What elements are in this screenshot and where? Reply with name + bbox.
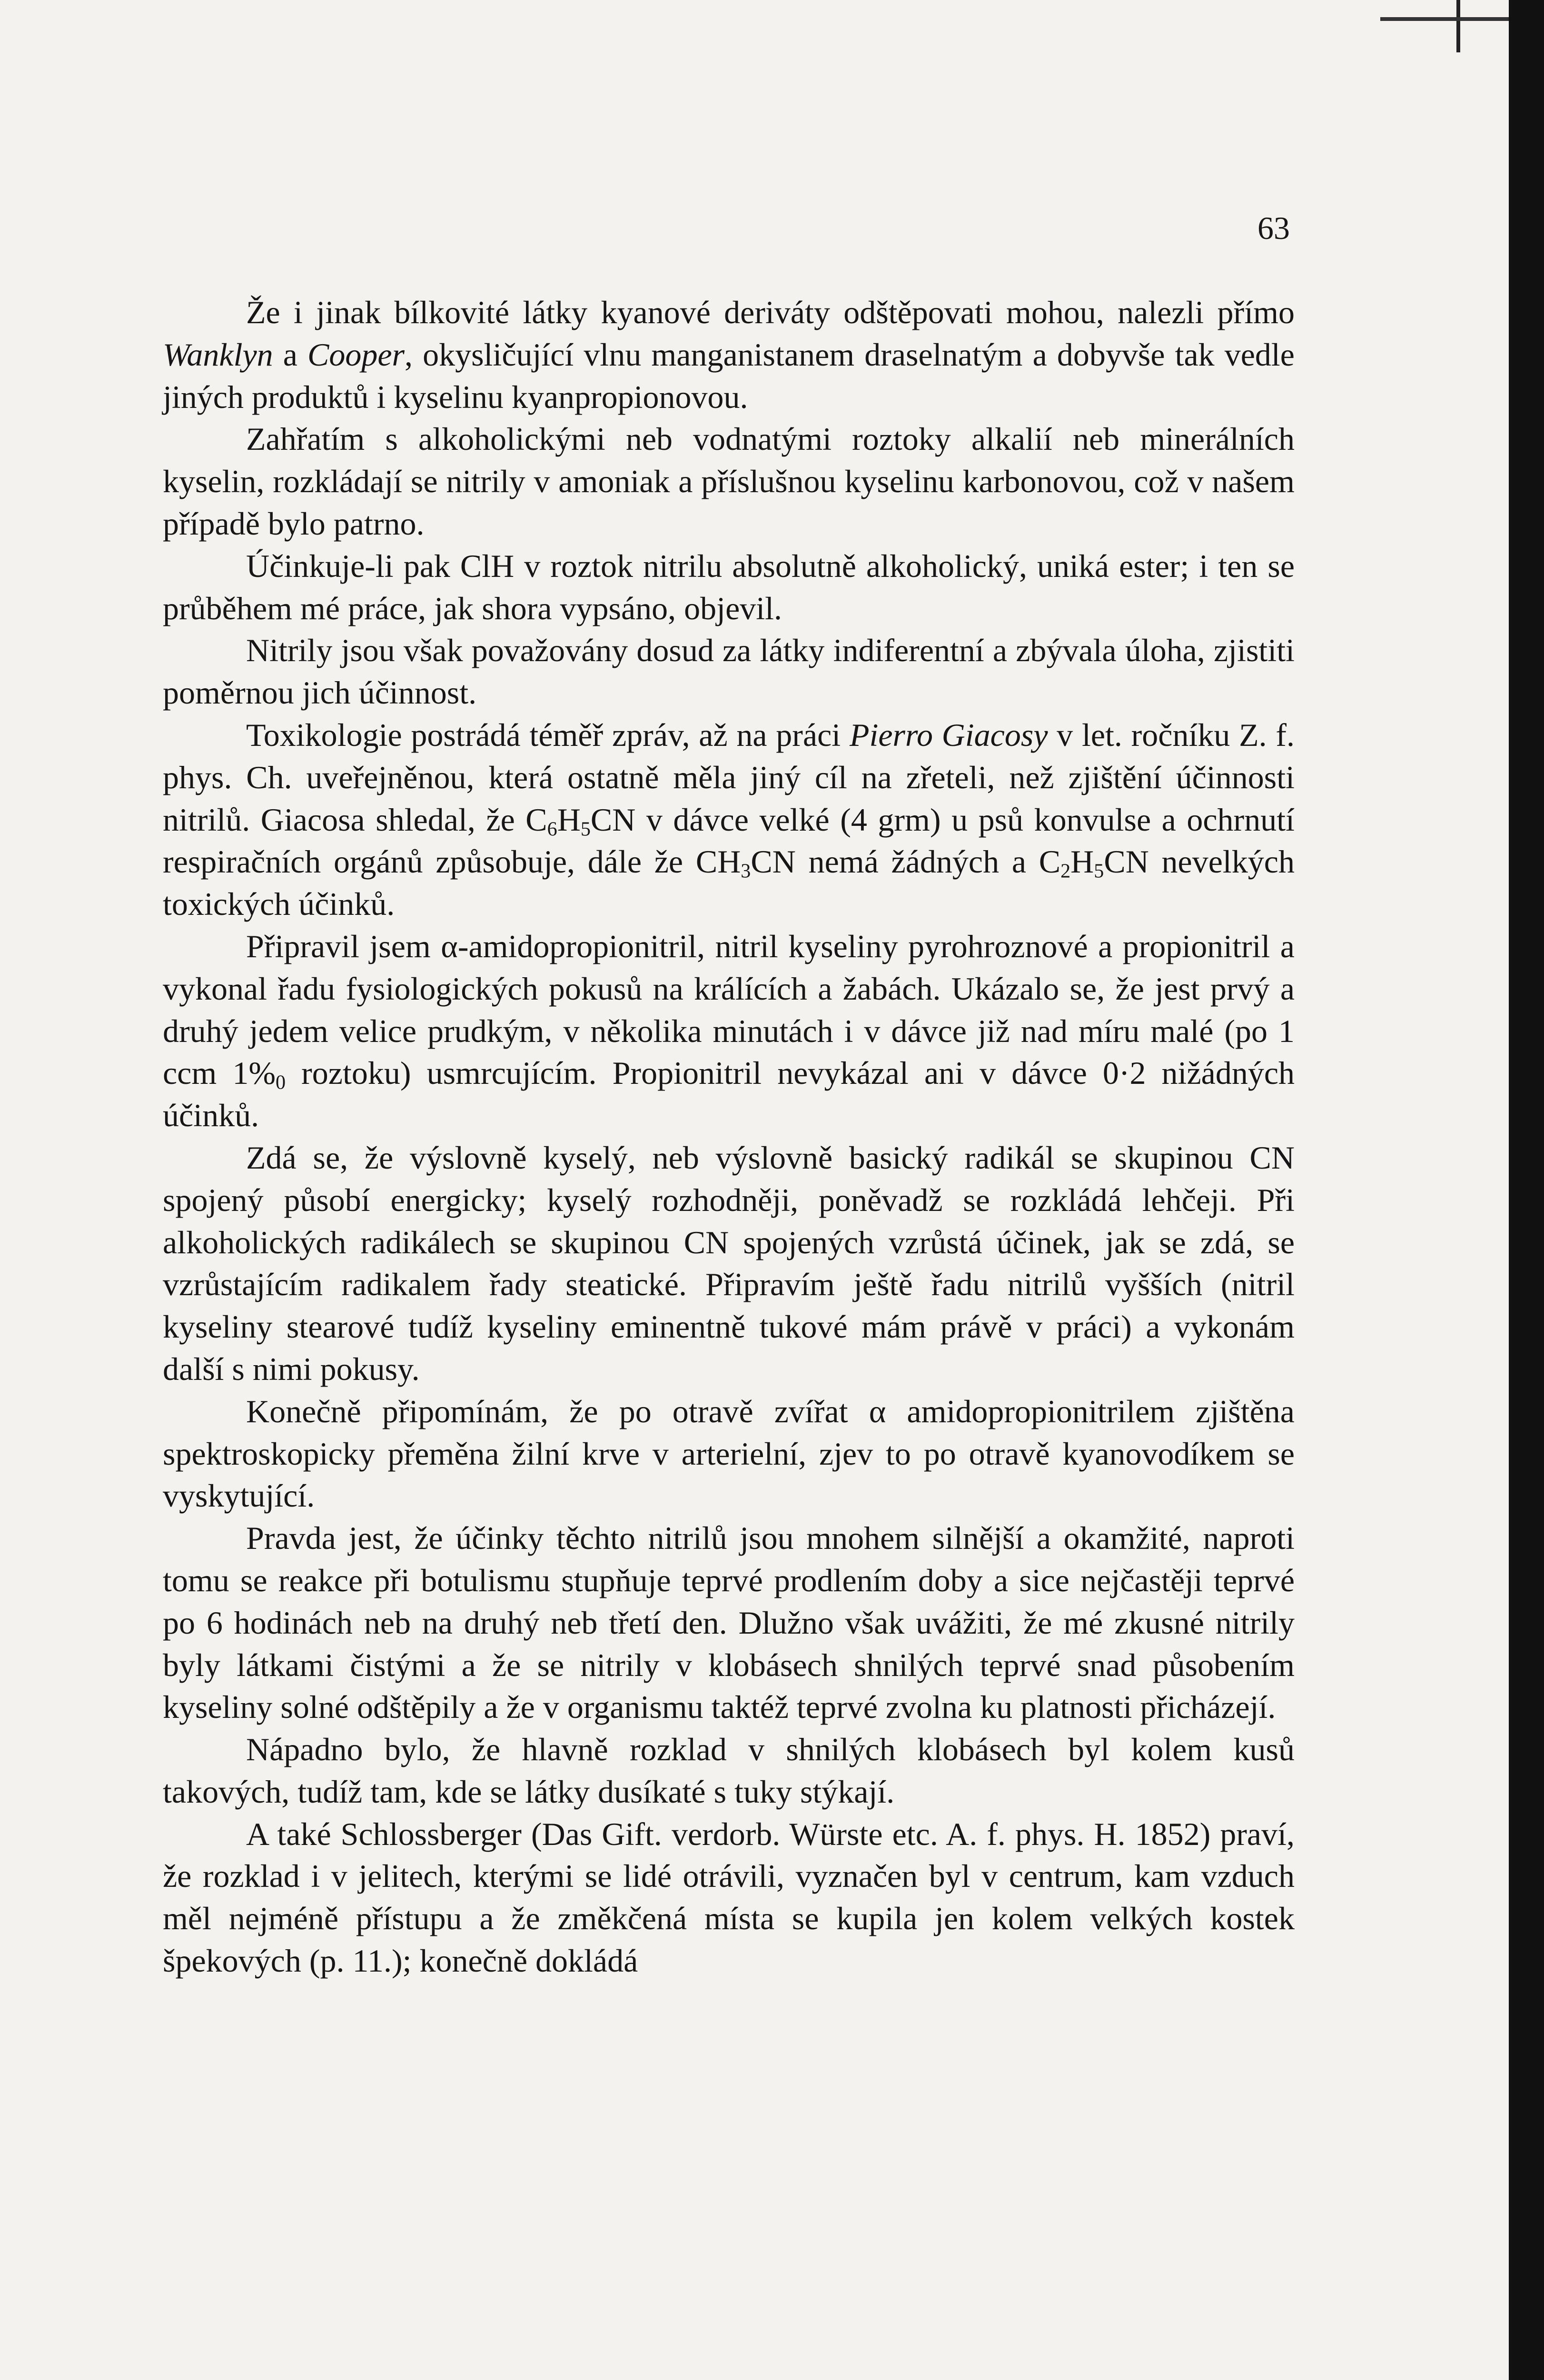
italic-name: Pierro Giacosy	[849, 716, 1048, 753]
paragraph	[163, 714, 1295, 925]
italic-name: Cooper	[307, 336, 405, 373]
text-run: Nápadno bylo, že hlavně rozklad v shnilých klobásech byl kolem kusů takových, tudíž tam, kde se látky dusíkaté s tuky stýkají.	[163, 1731, 1295, 1810]
text-run: H	[557, 801, 581, 838]
page-number: 63	[1257, 210, 1290, 246]
subscript: 6	[547, 818, 557, 841]
paragraph	[163, 291, 1295, 418]
paragraph	[163, 629, 1295, 714]
text-run: CN nevelkých toxických účinků.	[163, 843, 1295, 922]
text-run: a	[273, 336, 307, 373]
text-run: roztoku) usmrcujícím. Propionitril nevykázal ani v dávce 0·2 nižádných účinků.	[163, 1055, 1295, 1134]
text-run: Toxikologie postrádá téměř zpráv, až na práci	[246, 716, 850, 753]
text-run: H	[1070, 843, 1094, 880]
text-run: , okysličující vlnu manganistanem draselnatým a dobyvše tak vedle jiných produktů i kyselinu kyanpropionovou.	[163, 336, 1295, 415]
text-run: Připravil jsem α-amidopropionitril, nitril kyseliny pyrohroznové a propionitril a vykonal řadu fysiologických pokusů na králících a žabách. Ukázalo se, že jest prvý a druhý jedem velice prudkým, v několika minutách i v dávce již nad míru malé (po 1 ccm 1%	[163, 928, 1295, 1091]
paragraph	[163, 1813, 1295, 1982]
subscript: 5	[580, 818, 591, 841]
text-run: A také Schlossberger (Das Gift. verdorb. Würste etc. A. f. phys. H. 1852) praví, že rozklad i v jelitech, kterými se lidé otrávili, vyznačen byl v centrum, kam vzduch měl nejméně přístupu a že změkčená místa se kupila jen kolem velkých kostek špekových (p. 11.); konečně dokládá	[163, 1815, 1295, 1979]
subscript: 2	[1060, 860, 1071, 883]
text-run: Zahřatím s alkoholickými neb vodnatými roztoky alkalií neb minerálních kyselin, rozkládají se nitrily v amoniak a příslušnou kyselinu karbonovou, což v našem případě bylo patrno.	[163, 421, 1295, 542]
scan-corner-mark-horizontal	[1380, 17, 1509, 21]
paragraph	[163, 1728, 1295, 1813]
text-run: CN nemá žádných a C	[751, 843, 1061, 880]
paragraph	[163, 1390, 1295, 1517]
text-run: Nitrily jsou však považovány dosud za látky indiferentní a zbývala úloha, zjistiti poměrnou jich účinnost.	[163, 632, 1295, 711]
scan-edge	[1509, 0, 1544, 2380]
paragraph	[163, 1137, 1295, 1390]
paragraph	[163, 925, 1295, 1137]
text-run: v let. ročníku Z. f. phys. Ch. uveřejněnou, která ostatně měla jiný cíl na zřeteli, než zjištění účinnosti nitrilů. Giacosa shledal, že C	[163, 716, 1295, 838]
subscript: 5	[1094, 860, 1104, 883]
text-run: Že i jinak bílkovité látky kyanové deriváty odštěpovati mohou, nalezli přímo	[246, 294, 1295, 330]
text-run: Zdá se, že výslovně kyselý, neb výslovně basický radikál se skupinou CN spojený působí energicky; kyselý rozhodněji, poněvadž se rozkládá lehčeji. Při alkoholických radikálech se skupinou CN spojených vzrůstá účinek, jak se zdá, se vzrůstajícím radikalem řady steatické. Připravím ještě řadu nitrilů vyšších (nitril kyseliny stearové tudíž kyseliny eminentně tukové mám právě v práci) a vykonám další s nimi pokusy.	[163, 1139, 1295, 1387]
text-run: Účinkuje-li pak ClH v roztok nitrilu absolutně alkoholický, uniká ester; i ten se průběhem mé práce, jak shora vypsáno, objevil.	[163, 547, 1295, 626]
text-run: Pravda jest, že účinky těchto nitrilů jsou mnohem silnější a okamžité, naproti tomu se reakce při botulismu stupňuje teprvé prodlením doby a sice nejčastěji teprvé po 6 hodinách neb na druhý neb třetí den. Dlužno však uvážiti, že mé zkusné nitrily byly látkami čistými a že se nitrily v klobásech shnilých teprvé snad působením kyseliny solné odštěpily a že v organismu taktéž teprvé zvolna ku platnosti přicházejí.	[163, 1520, 1295, 1726]
paragraph	[163, 1517, 1295, 1728]
body-text	[163, 291, 1295, 1982]
text-run: Konečně připomínám, že po otravě zvířat α amidopropionitrilem zjištěna spektroskopicky přeměna žilní krve v arterielní, zjev to po otravě kyanovodíkem se vyskytující.	[163, 1393, 1295, 1514]
subscript: 3	[741, 860, 751, 883]
scan-corner-mark	[1456, 0, 1460, 52]
text-run: CN v dávce velké (4 grm) u psů konvulse a ochrnutí respiračních orgánů způsobuje, dále že CH	[163, 801, 1295, 880]
subscript: 0	[275, 1071, 286, 1094]
paragraph	[163, 545, 1295, 630]
paragraph	[163, 418, 1295, 545]
italic-name: Wanklyn	[163, 336, 273, 373]
